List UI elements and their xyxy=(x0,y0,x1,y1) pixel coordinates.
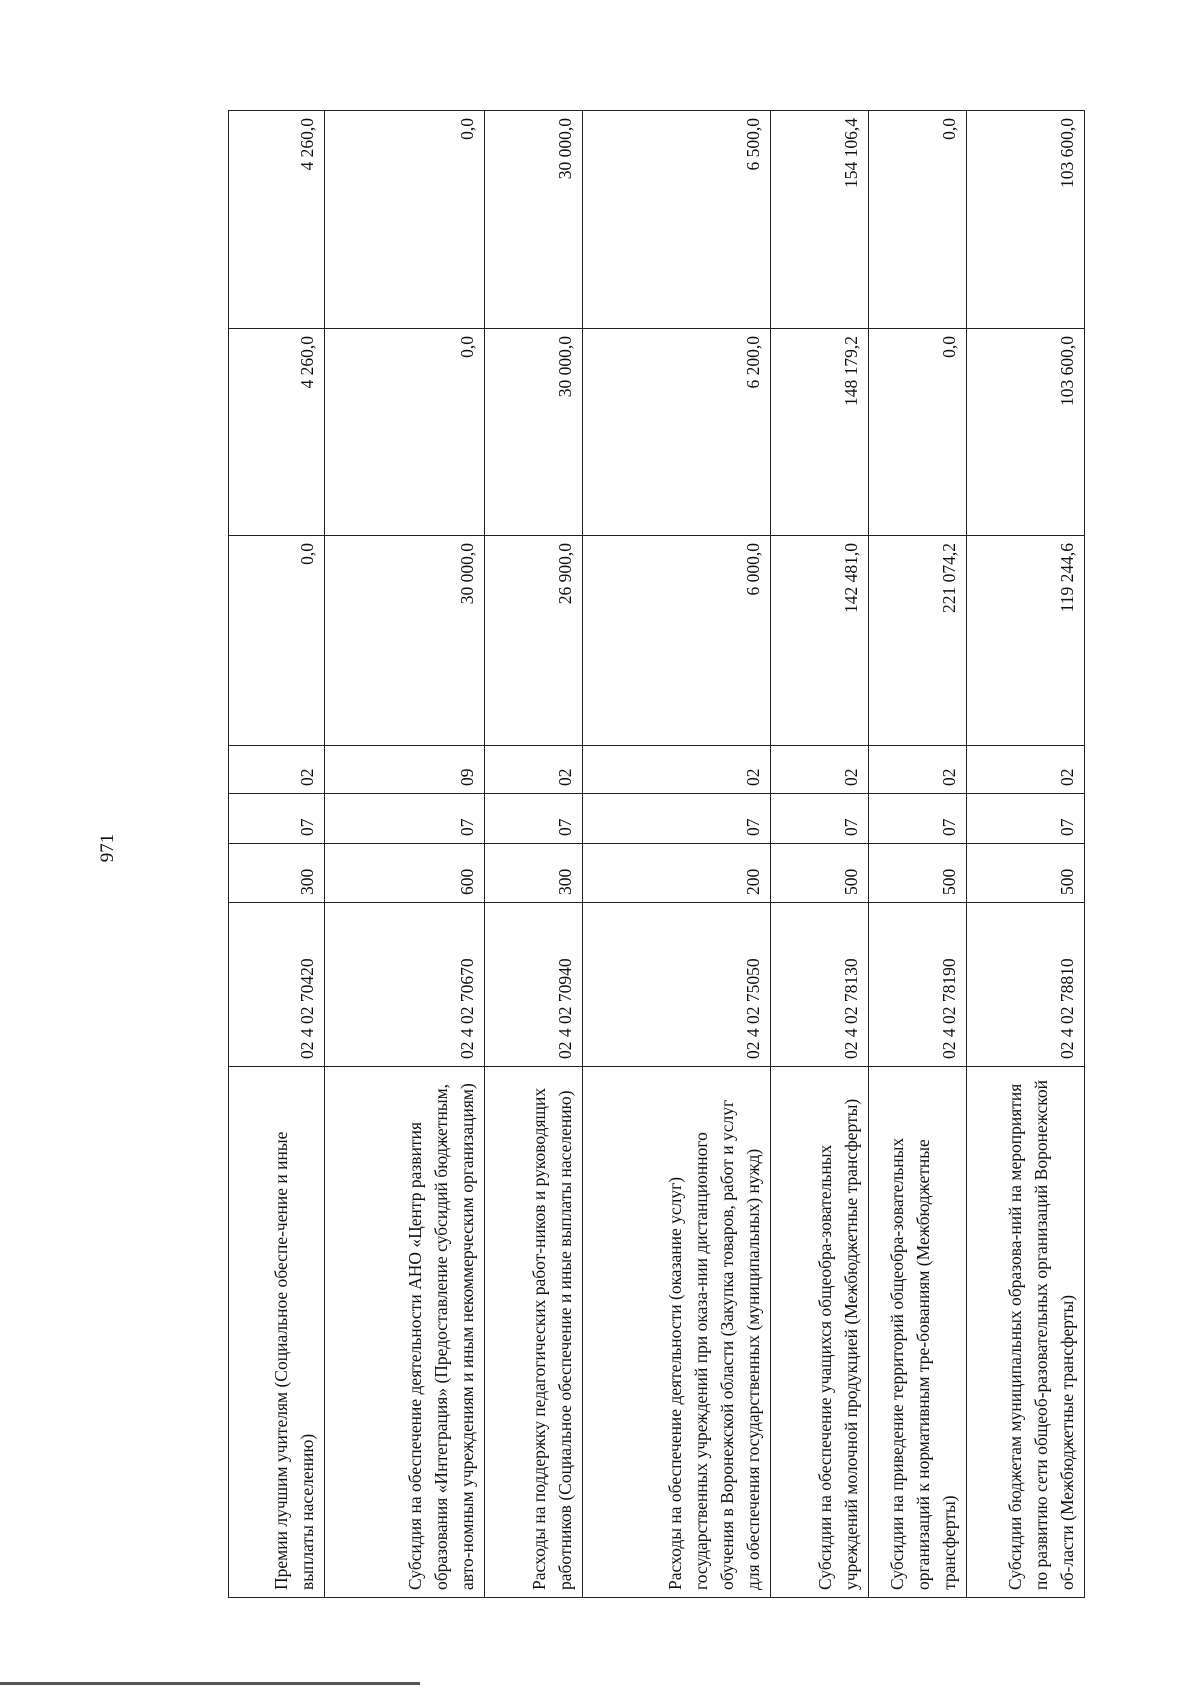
amount-year2-cell: 148 179,2 xyxy=(771,329,869,536)
table-row xyxy=(583,111,771,1598)
table-row xyxy=(229,111,325,1598)
amount-year3-cell: 154 106,4 xyxy=(771,111,869,329)
table-row xyxy=(869,111,967,1598)
table-row xyxy=(967,111,1085,1598)
amount-year3-cell: 4 260,0 xyxy=(229,111,325,329)
amount-year1-cell: 6 000,0 xyxy=(583,536,771,746)
amount-year3-cell: 30 000,0 xyxy=(485,111,583,329)
amount-year1-cell: 119 244,6 xyxy=(967,536,1085,746)
subsection-code-cell: 09 xyxy=(325,746,485,794)
page-number: 971 xyxy=(97,833,118,863)
subsection-code-cell: 02 xyxy=(583,746,771,794)
section-code-cell: 07 xyxy=(325,794,485,844)
expense-type-cell: 500 xyxy=(869,844,967,903)
amount-year1-cell: 142 481,0 xyxy=(771,536,869,746)
budget-table-container xyxy=(228,111,1084,1598)
subsection-code-cell: 02 xyxy=(967,746,1085,794)
amount-year2-cell: 30 000,0 xyxy=(485,329,583,536)
target-article-code-cell: 02 4 02 70420 xyxy=(229,903,325,1067)
amount-year3-cell: 0,0 xyxy=(869,111,967,329)
section-code-cell: 07 xyxy=(967,794,1085,844)
subsection-code-cell: 02 xyxy=(485,746,583,794)
section-code-cell: 07 xyxy=(583,794,771,844)
table-row xyxy=(325,111,485,1598)
section-code-cell: 07 xyxy=(771,794,869,844)
target-article-code-cell: 02 4 02 75050 xyxy=(583,903,771,1067)
expense-type-cell: 600 xyxy=(325,844,485,903)
amount-year2-cell: 103 600,0 xyxy=(967,329,1085,536)
target-article-code-cell: 02 4 02 70670 xyxy=(325,903,485,1067)
table-row xyxy=(771,111,869,1598)
amount-year2-cell: 4 260,0 xyxy=(229,329,325,536)
expense-name-cell: Премии лучшим учителям (Социальное обеспе-чение и иные выплаты населению) xyxy=(229,1067,325,1598)
expense-name-cell: Расходы на обеспечение деятельности (оказание услуг) государственных учреждений при оказа-нии дистанционного обучения в Воронежской области (Закупка товаров, работ и услуг для обеспечения государственных (муниципальных) нужд) xyxy=(583,1067,771,1598)
section-code-cell: 07 xyxy=(485,794,583,844)
expense-name-cell: Субсидии на приведение территорий общеобра-зовательных организаций к нормативным тре-бованиям (Межбюджетные трансферты) xyxy=(869,1067,967,1598)
amount-year3-cell: 6 500,0 xyxy=(583,111,771,329)
target-article-code-cell: 02 4 02 78810 xyxy=(967,903,1085,1067)
amount-year3-cell: 103 600,0 xyxy=(967,111,1085,329)
amount-year1-cell: 26 900,0 xyxy=(485,536,583,746)
target-article-code-cell: 02 4 02 70940 xyxy=(485,903,583,1067)
rotated-page-content xyxy=(228,111,1084,1598)
amount-year2-cell: 0,0 xyxy=(869,329,967,536)
expense-name-cell: Субсидии на обеспечение учащихся общеобра-зовательных учреждений молочной продукцией (Межбюджетные трансферты) xyxy=(771,1067,869,1598)
subsection-code-cell: 02 xyxy=(869,746,967,794)
target-article-code-cell: 02 4 02 78190 xyxy=(869,903,967,1067)
target-article-code-cell: 02 4 02 78130 xyxy=(771,903,869,1067)
expense-name-cell: Субсидии бюджетам муниципальных образова-ний на мероприятия по развитию сети общеоб-разовательных организаций Воронежской об-ласти (Межбюджетные трансферты) xyxy=(967,1067,1085,1598)
expense-type-cell: 300 xyxy=(229,844,325,903)
expense-type-cell: 300 xyxy=(485,844,583,903)
amount-year1-cell: 30 000,0 xyxy=(325,536,485,746)
budget-table xyxy=(228,110,1085,1598)
section-code-cell: 07 xyxy=(869,794,967,844)
amount-year2-cell: 6 200,0 xyxy=(583,329,771,536)
table-row xyxy=(485,111,583,1598)
subsection-code-cell: 02 xyxy=(771,746,869,794)
expense-type-cell: 500 xyxy=(771,844,869,903)
expense-type-cell: 500 xyxy=(967,844,1085,903)
amount-year2-cell: 0,0 xyxy=(325,329,485,536)
amount-year1-cell: 0,0 xyxy=(229,536,325,746)
amount-year1-cell: 221 074,2 xyxy=(869,536,967,746)
section-code-cell: 07 xyxy=(229,794,325,844)
expense-name-cell: Субсидия на обеспечение деятельности АНО «Центр развития образования «Интеграция» (Предоставление субсидий бюджетным, авто-номным учреждениям и иным некоммерческим организациям) xyxy=(325,1067,485,1598)
scan-edge-line xyxy=(0,1682,420,1685)
expense-name-cell: Расходы на поддержку педагогических работ-ников и руководящих работников (Социальное обеспечение и иные выплаты населению) xyxy=(485,1067,583,1598)
expense-type-cell: 200 xyxy=(583,844,771,903)
amount-year3-cell: 0,0 xyxy=(325,111,485,329)
subsection-code-cell: 02 xyxy=(229,746,325,794)
